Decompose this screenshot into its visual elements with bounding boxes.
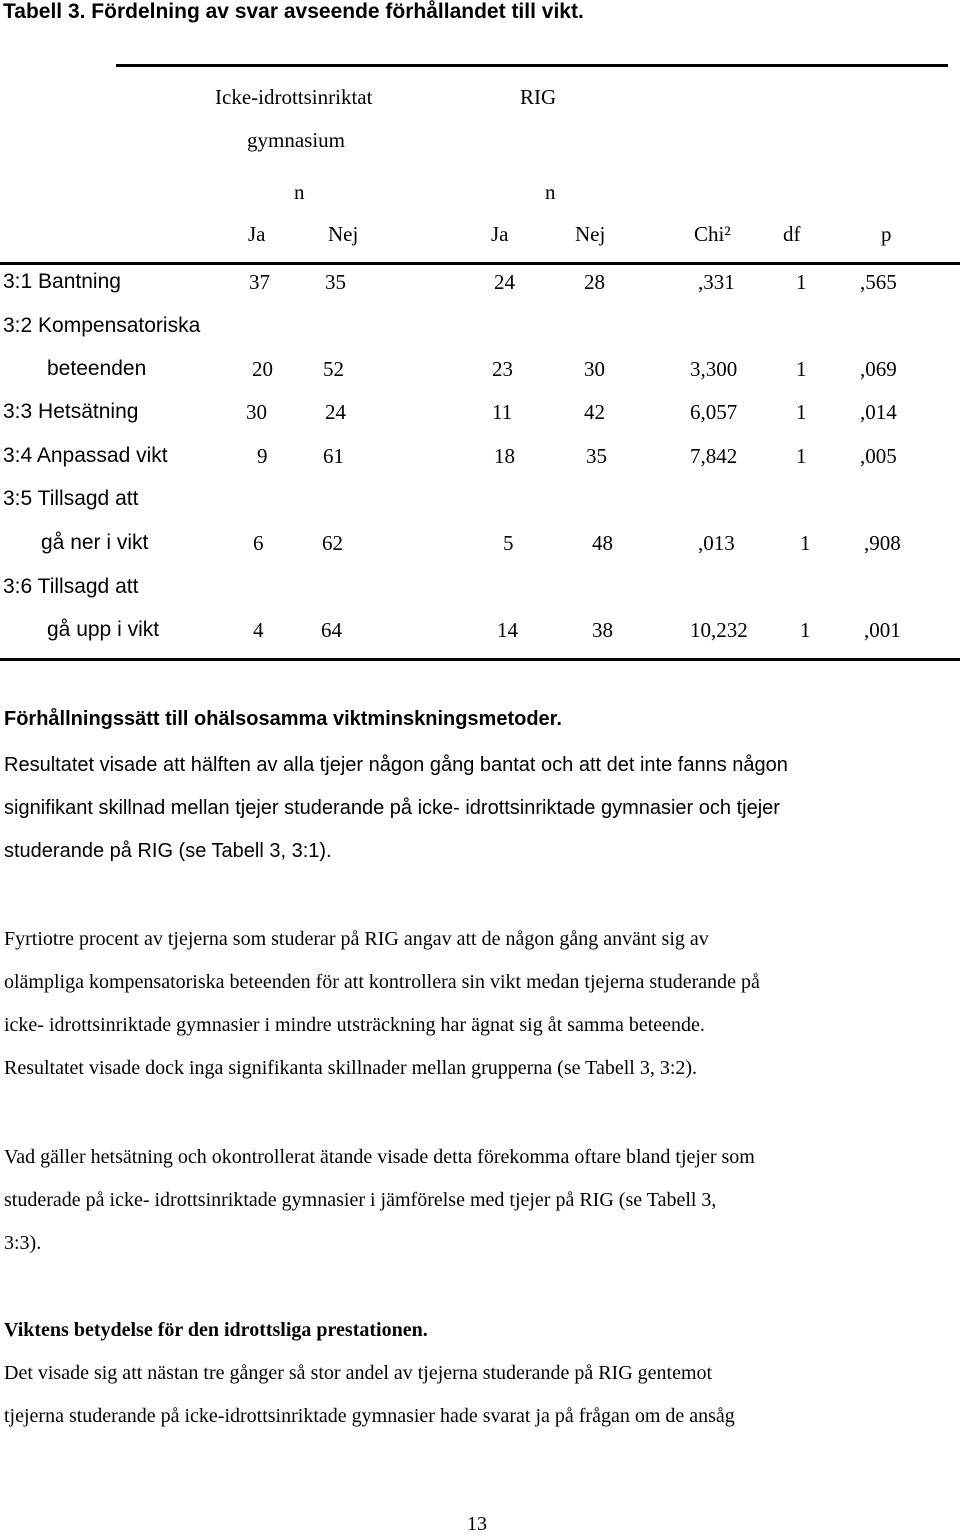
table-cell: 10,232 xyxy=(690,618,748,642)
table-cell: 6,057 xyxy=(690,400,738,424)
table-cell: 1 xyxy=(796,270,807,294)
text-line: signifikant skillnad mellan tjejer studerande på icke- idrottsinriktade gymnasier och tjejer xyxy=(4,797,780,819)
table-cell: 23 xyxy=(492,357,513,381)
table-cell: 42 xyxy=(584,400,605,424)
text-line: olämpliga kompensatoriska beteenden för att kontrollera sin vikt medan tjejerna studerande på xyxy=(4,971,760,993)
table-bottom-rule xyxy=(0,658,960,661)
table-cell: ,013 xyxy=(698,531,735,555)
group-header-rig: RIG xyxy=(520,85,557,109)
row-label: 3:1 Bantning xyxy=(3,270,121,293)
column-header-chi2: Chi² xyxy=(694,222,731,246)
table-cell: 48 xyxy=(592,531,613,555)
table-cell: 4 xyxy=(253,618,264,642)
text-line: Resultatet visade dock inga signifikanta skillnader mellan grupperna (se Tabell 3, 3:2). xyxy=(4,1057,698,1079)
table-cell: 61 xyxy=(323,444,344,468)
table-top-rule xyxy=(116,64,948,67)
table-cell: ,014 xyxy=(860,400,897,424)
section-heading: Viktens betydelse för den idrottsliga prestationen. xyxy=(4,1319,428,1341)
table-cell: 5 xyxy=(503,531,514,555)
table-cell: 11 xyxy=(492,400,513,424)
table-cell: ,005 xyxy=(860,444,897,468)
table-cell: ,001 xyxy=(864,618,901,642)
table-cell: 14 xyxy=(497,618,518,642)
table-cell: 35 xyxy=(586,444,607,468)
table-cell: ,565 xyxy=(860,270,897,294)
table-cell: 37 xyxy=(249,270,270,294)
column-header-p: p xyxy=(881,222,892,246)
table-cell: 20 xyxy=(252,357,273,381)
paragraph xyxy=(4,1352,735,1438)
paragraph xyxy=(4,1136,755,1265)
table-cell: 24 xyxy=(325,400,346,424)
paragraph xyxy=(4,918,760,1090)
table-cell: 28 xyxy=(584,270,605,294)
group-header-icke-line2: gymnasium xyxy=(247,128,345,152)
table-cell: 6 xyxy=(253,531,264,555)
table-cell: 18 xyxy=(494,444,515,468)
text-line: 3:3). xyxy=(4,1232,42,1254)
text-line: Vad gäller hetsätning och okontrollerat ätande visade detta förekomma oftare bland tjejer som xyxy=(4,1146,755,1168)
table-cell: 35 xyxy=(325,270,346,294)
table-header-rule xyxy=(0,262,960,265)
row-label: 3:5 Tillsagd att xyxy=(3,487,139,510)
table-cell: 30 xyxy=(584,357,605,381)
column-header-df: df xyxy=(783,222,801,246)
text-line: icke- idrottsinriktade gymnasier i mindre utsträckning har ägnat sig åt samma beteende. xyxy=(4,1014,705,1036)
row-label-continuation: gå ner i vikt xyxy=(41,531,149,554)
table-cell: 24 xyxy=(494,270,515,294)
table-cell: 9 xyxy=(257,444,268,468)
section-heading: Förhållningssätt till ohälsosamma viktminskningsmetoder. xyxy=(4,708,562,730)
paragraph xyxy=(4,744,788,873)
table-cell: 1 xyxy=(796,357,807,381)
n-label-group2: n xyxy=(545,180,556,204)
text-line: Det visade sig att nästan tre gånger så stor andel av tjejerna studerande på RIG gentemot xyxy=(4,1362,713,1384)
column-header-nej-1: Nej xyxy=(328,222,359,246)
row-label: 3:2 Kompensatoriska xyxy=(3,314,201,337)
table-cell: ,331 xyxy=(698,270,735,294)
column-header-ja-1: Ja xyxy=(248,222,266,246)
row-label: 3:6 Tillsagd att xyxy=(3,575,139,598)
table-cell: 62 xyxy=(322,531,343,555)
page-number: 13 xyxy=(467,1513,487,1535)
table-cell: 30 xyxy=(246,400,267,424)
row-label-continuation: gå upp i vikt xyxy=(47,618,160,641)
row-label-continuation: beteenden xyxy=(47,357,147,380)
text-line: studerade på icke- idrottsinriktade gymnasier i jämförelse med tjejer på RIG (se Tabell 3, xyxy=(4,1189,717,1211)
table-cell: 1 xyxy=(796,400,807,424)
text-line: Resultatet visade att hälften av alla tjejer någon gång bantat och att det inte fanns någon xyxy=(4,754,788,776)
text-line: tjejerna studerande på icke-idrottsinriktade gymnasier hade svarat ja på frågan om de ansåg xyxy=(4,1405,735,1427)
text-line: studerande på RIG (se Tabell 3, 3:1). xyxy=(4,840,332,862)
table-cell: 3,300 xyxy=(690,357,738,381)
n-label-group1: n xyxy=(294,180,305,204)
table-cell: 52 xyxy=(323,357,344,381)
table-cell: 7,842 xyxy=(690,444,738,468)
table-cell: 1 xyxy=(796,444,807,468)
column-header-ja-2: Ja xyxy=(491,222,509,246)
row-label: 3:4 Anpassad vikt xyxy=(3,444,168,467)
table-cell: ,908 xyxy=(864,531,901,555)
group-header-icke-line1: Icke-idrottsinriktat xyxy=(215,85,373,109)
table-cell: ,069 xyxy=(860,357,897,381)
column-header-nej-2: Nej xyxy=(575,222,606,246)
row-label: 3:3 Hetsätning xyxy=(3,400,139,423)
table-cell: 38 xyxy=(592,618,613,642)
table-cell: 64 xyxy=(321,618,342,642)
table-cell: 1 xyxy=(800,618,811,642)
table-cell: 1 xyxy=(800,531,811,555)
table-caption: Tabell 3. Fördelning av svar avseende förhållandet till vikt. xyxy=(3,0,584,23)
text-line: Fyrtiotre procent av tjejerna som studerar på RIG angav att de någon gång använt sig av xyxy=(4,928,709,950)
